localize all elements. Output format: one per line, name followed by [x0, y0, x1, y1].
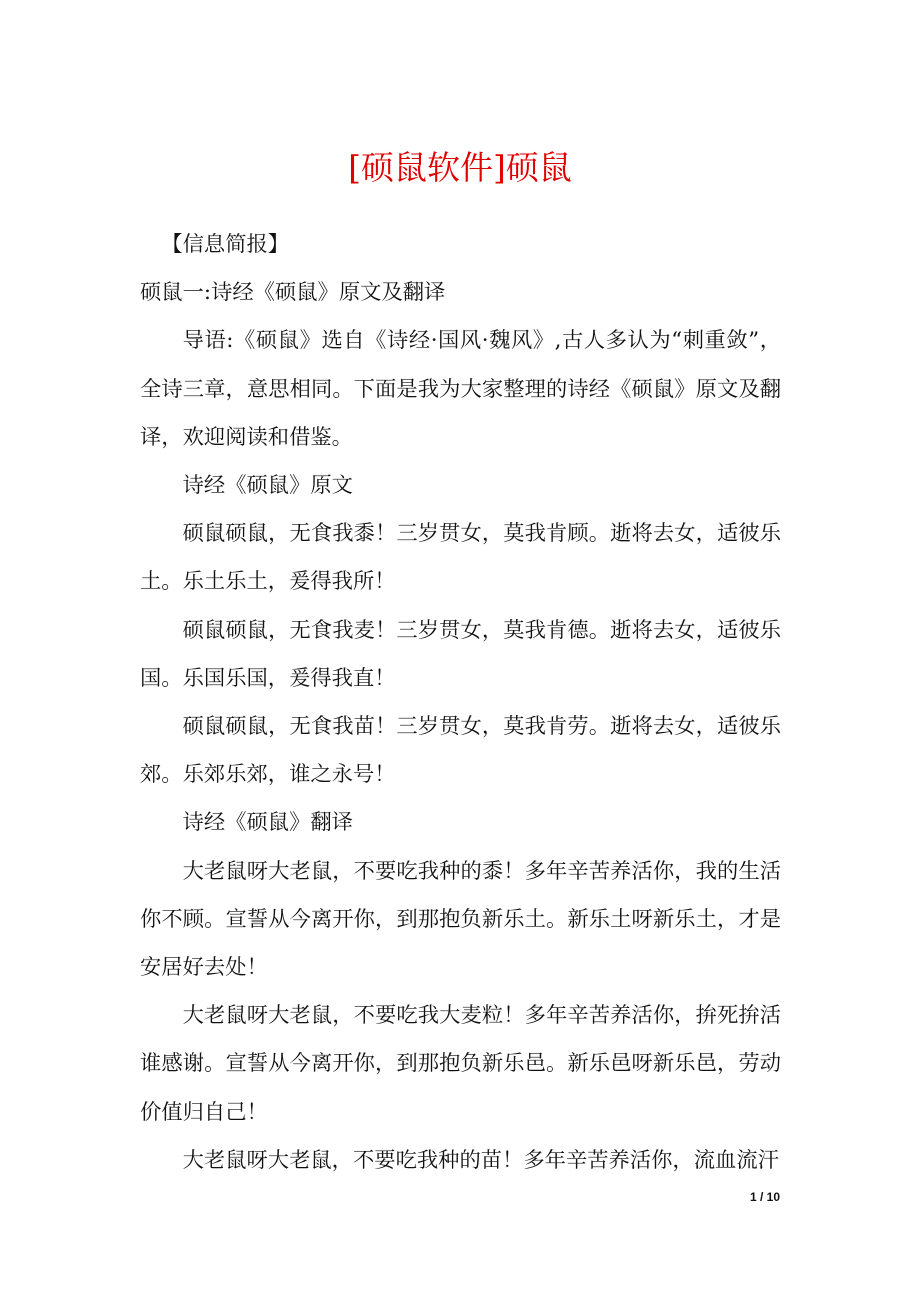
paragraph-stanza-2: 硕鼠硕鼠，无食我麦！三岁贯女，莫我肯德。逝将去女，适彼乐国。乐国乐国，爰得我直！ — [140, 617, 781, 691]
paragraph-section-heading: 硕鼠一:诗经《硕鼠》原文及翻译 — [140, 280, 446, 306]
paragraph-stanza-1: 硕鼠硕鼠，无食我黍！三岁贯女，莫我肯顾。逝将去女，适彼乐土。乐土乐土，爰得我所！ — [140, 521, 781, 595]
paragraph-stanza-3: 硕鼠硕鼠，无食我苗！三岁贯女，莫我肯劳。逝将去女，适彼乐郊。乐郊乐郊，谁之永号！ — [140, 714, 781, 788]
paragraph-original-heading: 诗经《硕鼠》原文 — [182, 473, 353, 499]
document-body — [140, 221, 781, 1185]
paragraph-translation-1: 大老鼠呀大老鼠，不要吃我种的黍！多年辛苦养活你，我的生活你不顾。宣誓从今离开你，到那抱负新乐土。新乐土呀新乐土，才是安居好去处！ — [140, 858, 781, 981]
paragraph-intro: 导语:《硕鼠》选自《诗经·国风·魏风》,古人多认为“刺重敛”，全诗三章，意思相同。下面是我为大家整理的诗经《硕鼠》原文及翻译，欢迎阅读和借鉴。 — [140, 328, 781, 450]
page-number: 1 / 10 — [749, 1190, 780, 1204]
document-title: [硕鼠软件]硕鼠 — [348, 148, 572, 187]
paragraph-translation-3: 大老鼠呀大老鼠，不要吃我种的苗！多年辛苦养活你，流血流汗 — [182, 1147, 779, 1173]
paragraph-translation-2: 大老鼠呀大老鼠，不要吃我大麦粒！多年辛苦养活你，拚死拚活谁感谢。宣誓从今离开你，到那抱负新乐邑。新乐邑呀新乐邑，劳动价值归自己！ — [140, 1003, 781, 1125]
paragraph-info-heading: 【信息简报】 — [161, 232, 290, 257]
paragraph-translation-heading: 诗经《硕鼠》翻译 — [182, 810, 353, 836]
